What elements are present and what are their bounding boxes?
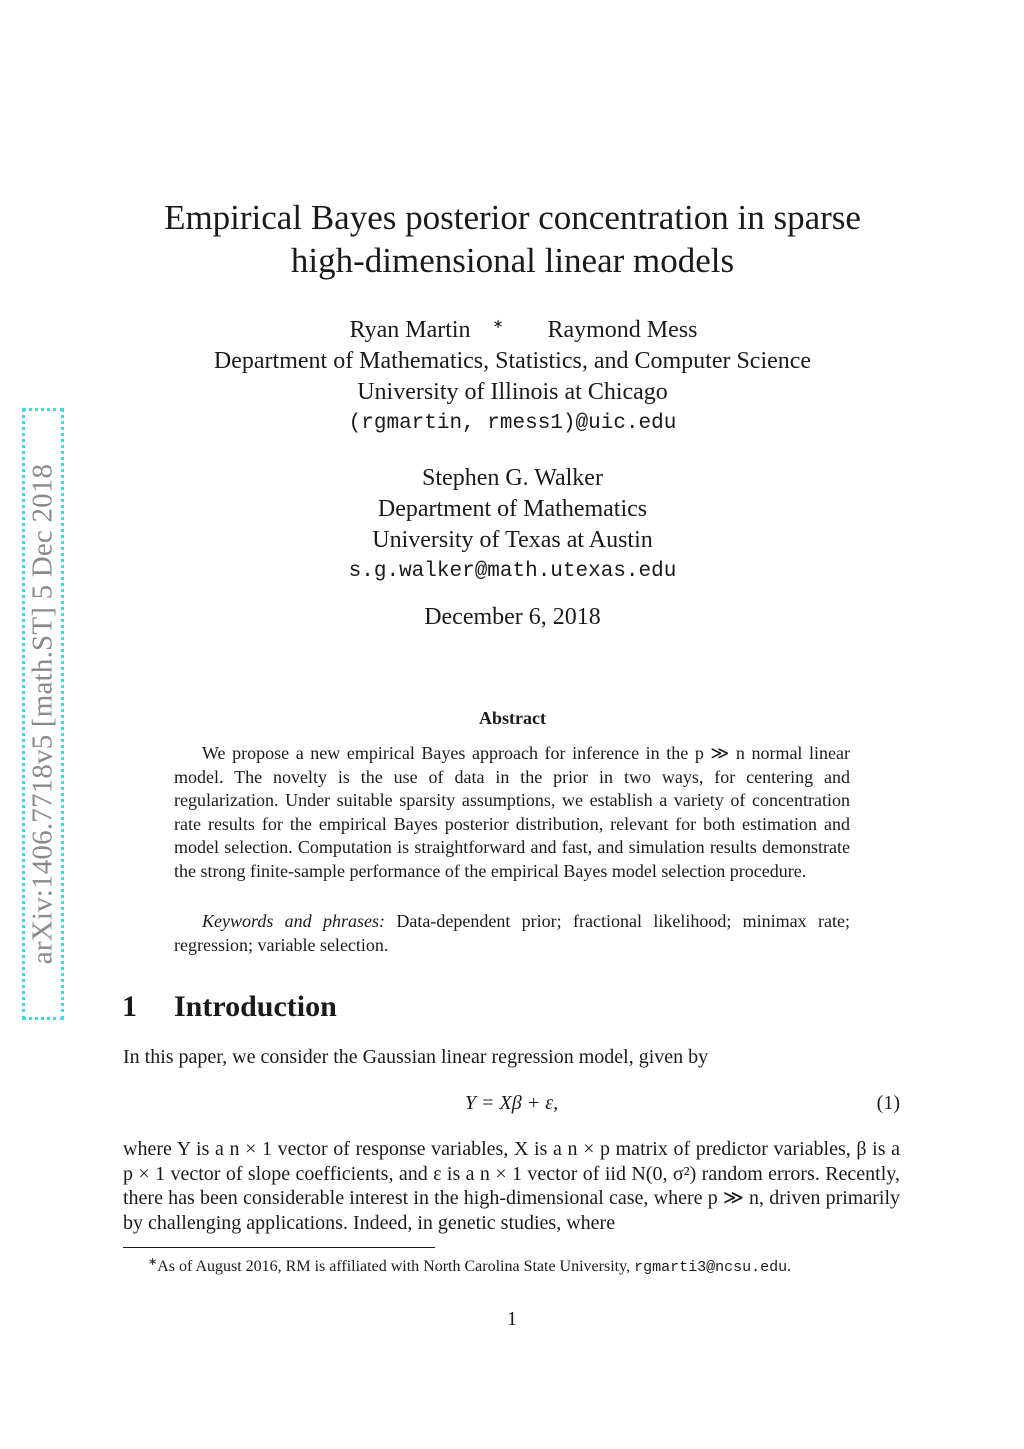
footnote-marker[interactable]: ∗	[492, 316, 504, 331]
author-block-2	[120, 463, 905, 587]
body-paragraph: In this paper, we consider the Gaussian linear regression model, given by	[123, 1046, 709, 1068]
body-paragraph: where Y is a n × 1 vector of response variables, X is a n × p matrix of predictor variables, β is a p × 1 vector of slope coefficients, and ε is a n × 1 vector of iid N(0, σ²) random errors. Recently, there has been considerable interest in the high-dimensional case, where p ≫ n, driven primarily by challenging applications. Indeed, in genetic studies, where	[123, 1138, 900, 1234]
author-names	[120, 308, 905, 346]
keywords	[174, 910, 850, 957]
equation-number[interactable]: (1)	[876, 1092, 900, 1114]
section-number: 1	[122, 990, 137, 1023]
footnote	[148, 1251, 908, 1279]
footnote-mark: ∗	[148, 1256, 158, 1268]
footnote-rule	[123, 1247, 435, 1248]
affiliation: Department of Mathematics	[377, 496, 648, 522]
keywords-label: Keywords and phrases:	[202, 911, 386, 931]
footnote-email: rgmarti3@ncsu.edu	[634, 1259, 788, 1276]
affiliation: Department of Mathematics, Statistics, and Computer Science	[213, 348, 812, 374]
paper-title	[120, 196, 905, 282]
page-number: 1	[507, 1308, 517, 1330]
author-name: Ryan Martin	[349, 317, 471, 343]
title-line-1: Empirical Bayes posterior concentration in sparse	[164, 198, 861, 237]
section-title: Introduction	[174, 990, 337, 1023]
abstract-heading: Abstract	[479, 708, 546, 728]
equation-body: Y = Xβ + ε,	[464, 1092, 559, 1114]
author-email: s.g.walker@math.utexas.edu	[348, 560, 677, 583]
keywords-list: Data-dependent prior; fractional likelihood; minimax rate; regression; variable selection.	[174, 911, 850, 955]
author-email: (rgmartin, rmess1)@uic.edu	[348, 412, 677, 435]
author-name: Raymond Mess	[547, 317, 698, 343]
equation-1	[123, 1092, 900, 1118]
abstract-text: We propose a new empirical Bayes approach for inference in the p ≫ n normal linear model. The novelty is the use of data in the prior in two ways, for centering and regularization. Under suitable sparsity assumptions, we establish a variety of concentration rate results for the empirical Bayes posterior distribution, relevant for both estimation and model selection. Computation is straightforward and fast, and simulation results demonstrate the strong finite-sample performance of the empirical Bayes model selection procedure.	[174, 743, 850, 881]
title-line-2: high-dimensional linear models	[290, 241, 735, 280]
author-name: Stephen G. Walker	[422, 465, 603, 491]
author-block-1	[120, 308, 905, 439]
footnote-text: As of August 2016, RM is affiliated with North Carolina State University,	[157, 1258, 635, 1275]
paper-date: December 6, 2018	[424, 604, 601, 630]
arxiv-stamp[interactable]: arXiv:1406.7718v5 [math.ST] 5 Dec 2018	[26, 463, 59, 965]
institution: University of Illinois at Chicago	[357, 379, 668, 405]
institution: University of Texas at Austin	[372, 527, 653, 553]
section-heading	[122, 990, 337, 1024]
footnote-end: .	[787, 1258, 792, 1275]
